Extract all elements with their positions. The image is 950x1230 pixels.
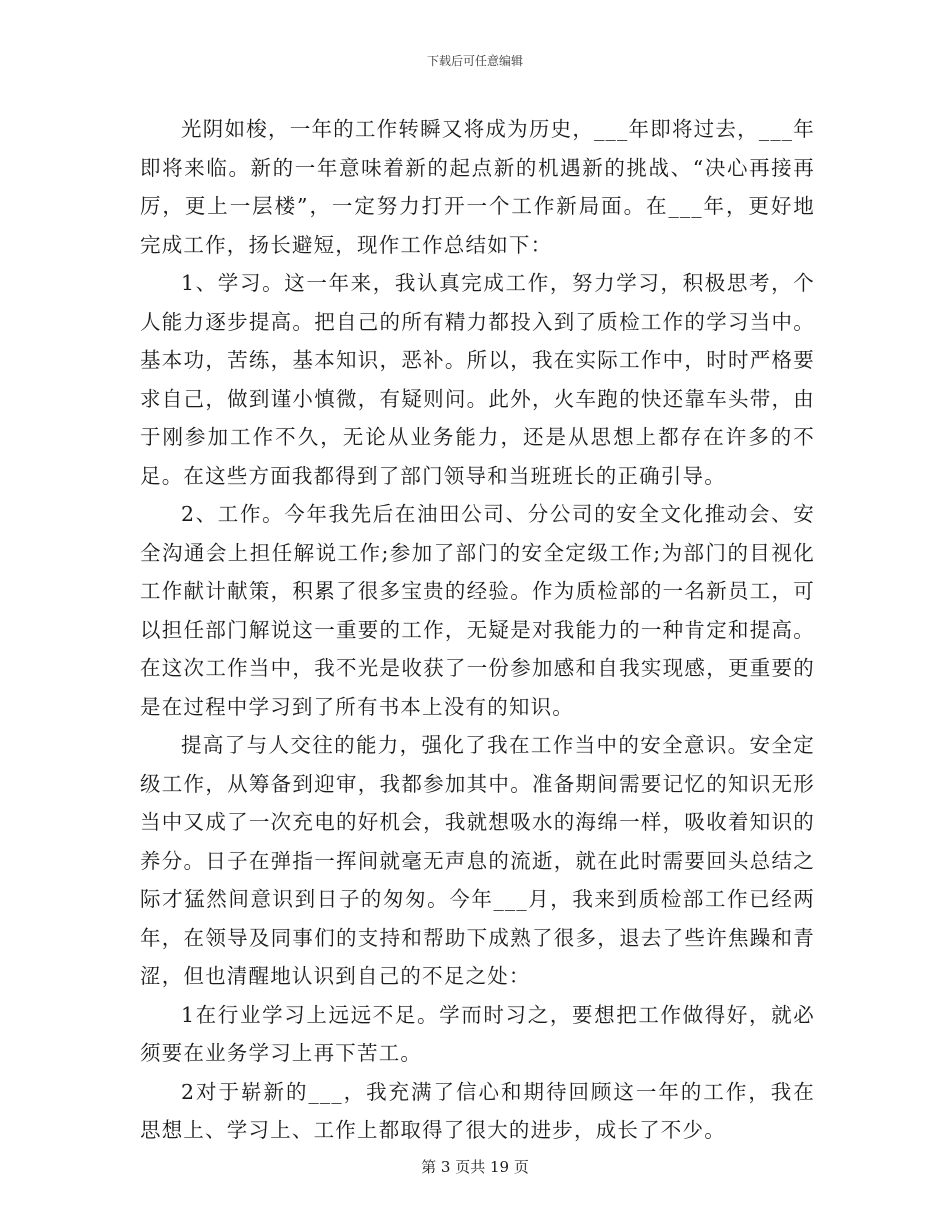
paragraph-study: 1、学习。这一年来，我认真完成工作，努力学习，积极思考，个人能力逐步提高。把自己的所有精力都投入到了质检工作的学习当中。基本功，苦练，基本知识，恶补。所以，我在实际工作中，时时严格要求自己，做到谨小慎微，有疑则问。此外，火车跑的快还靠车头带，由于刚参加工作不久，无论从业务能力，还是从思想上都存在许多的不足。在这些方面我都得到了部门领导和当班班长的正确引导。 xyxy=(140,271,815,488)
paragraph-intro: 光阴如梭，一年的工作转瞬又将成为历史，___年即将过去，___年即将来临。新的一年意味着新的起点新的机遇新的挑战、“决心再接再厉，更上一层楼”，一定努力打开一个工作新局面。在___年，更好地完成工作，扬长避短，现作工作总结如下： xyxy=(140,117,815,257)
page-header: 下载后可任意编辑 xyxy=(426,54,523,68)
paragraph-improvement: 提高了与人交往的能力，强化了我在工作当中的安全意识。安全定级工作，从筹备到迎审，我都参加其中。准备期间需要记忆的知识无形当中又成了一次充电的好机会，我就想吸水的海绵一样，吸收着知识的养分。日子在弹指一挥间就毫无声息的流逝，就在此时需要回头总结之际才猛然间意识到日子的匆匆。今年___月，我来到质检部工作已经两年，在领导及同事们的支持和帮助下成熟了很多，退去了些许焦躁和青涩，但也清醒地认识到自己的不足之处： xyxy=(140,733,815,988)
paragraph-work: 2、工作。今年我先后在油田公司、分公司的安全文化推动会、安全沟通会上担任解说工作;参加了部门的安全定级工作;为部门的目视化工作献计献策，积累了很多宝贵的经验。作为质检部的一名新员工，可以担任部门解说这一重要的工作，无疑是对我能力的一种肯定和提高。在这次工作当中，我不光是收获了一份参加感和自我实现感，更重要的是在过程中学习到了所有书本上没有的知识。 xyxy=(140,502,815,719)
document-body xyxy=(140,110,815,1150)
paragraph-shortcoming-2: 2对于崭新的___，我充满了信心和期待回顾这一年的工作，我在思想上、学习上、工作上都取得了很大的进步，成长了不少。 xyxy=(140,1079,815,1142)
paragraph-shortcoming-1: 1在行业学习上远远不足。学而时习之，要想把工作做得好，就必须要在业务学习上再下苦工。 xyxy=(140,1002,815,1065)
page-number: 第 3 页共 19 页 xyxy=(421,1158,529,1176)
